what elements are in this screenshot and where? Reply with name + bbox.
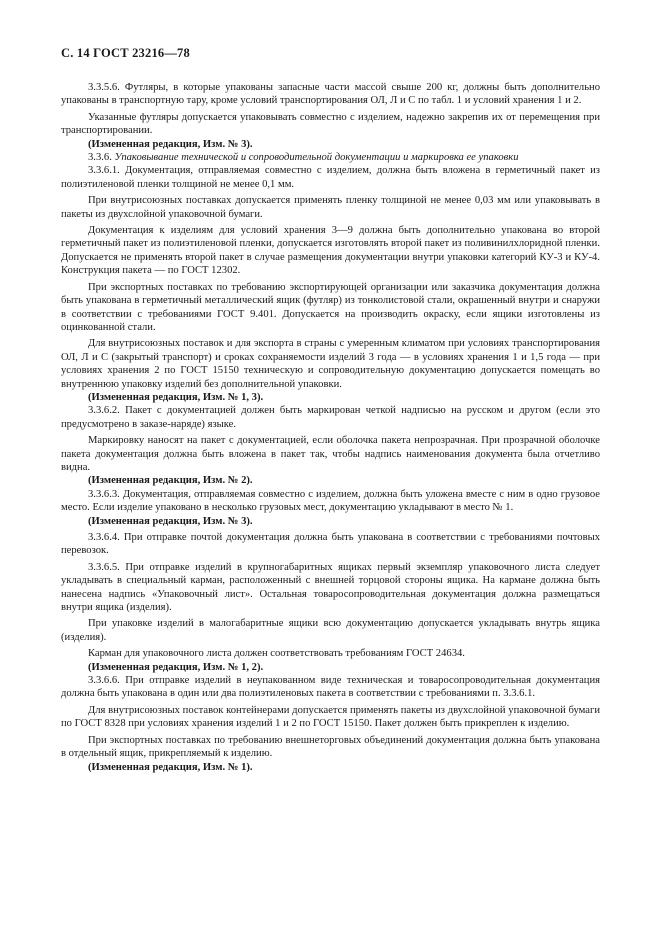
- paragraph: Для внутрисоюзных поставок контейнерами допускается применять пакеты из двухслойной упаковочной бумаги по ГОСТ 8328 при условиях хранения изделий 1 и 2 по ГОСТ 15150. Пакет должен быть прикреплен к изделию.: [61, 704, 600, 730]
- document-body: [61, 81, 600, 774]
- section-heading: [61, 151, 600, 164]
- paragraph: При экспортных поставках по требованию экспортирующей организации или заказчика документация должна быть упакована в герметичный металлический ящик (футляр) из тонколистовой стали, окрашенный внутри и снаружи в соответствии с требованиями ГОСТ 9.401. Допускается на производить окраску, если ящики изготовлены из оцинкованной стали.: [61, 281, 600, 333]
- page-header: С. 14 ГОСТ 23216—78: [61, 46, 190, 60]
- amendment-note: (Измененная редакция, Изм. № 1, 2).: [88, 661, 264, 673]
- paragraph: Указанные футляры допускается упаковывать совместно с изделием, надежно закрепив их от перемещения при транспортировании.: [61, 111, 600, 137]
- paragraph: 3.3.6.2. Пакет с документацией должен быть маркирован четкой надписью на русском и другом (если это предусмотрено в заказе-наряде) языке.: [61, 405, 600, 430]
- section-title: Упаковывание технической и сопроводительной документации и маркировка ее упаковки: [114, 152, 519, 164]
- amendment-note: (Измененная редакция, Изм. № 3).: [88, 515, 253, 527]
- paragraph: 3.3.6.5. При отправке изделий в крупногабаритных ящиках первый экземпляр упаковочного листа следует укладывать в специальный карман, расположенный с внешней торцовой стороны ящика. На кармане должна быть нанесена надпись «Упаковочный лист». Остальная товаросопроводительная документация должна размещаться внутри ящика (изделия).: [61, 561, 600, 614]
- paragraph: Маркировку наносят на пакет с документацией, если оболочка пакета непрозрачная. При прозрачной оболочке пакета документация должна быть вложена в пакет так, чтобы надпись наименования документа была отчетливо видна.: [61, 435, 600, 473]
- paragraph: При экспортных поставках по требованию внешнеторговых объединений документация должна быть упакована в отдельный ящик, прикрепляемый к изделию.: [61, 734, 600, 760]
- paragraph: Документация к изделиям для условий хранения 3—9 должна быть дополнительно упакована во второй герметичный пакет из полиэтиленовой пленки, допускается изготовлять второй пакет из поливинилхлоридной пленки. Допускается не применять второй пакет в случае размещения документации внутри упаковки категорий КУ-3 и КУ-4. Конструкция пакета — по ГОСТ 12302.: [61, 225, 600, 277]
- paragraph: При внутрисоюзных поставках допускается применять пленку толщиной не менее 0,03 мм или упаковывать в пакеты из двухслойной упаковочной бумаги.: [61, 195, 600, 220]
- paragraph: 3.3.6.6. При отправке изделий в неупакованном виде техническая и товаросопроводительная документация должна быть упакована в один или два полиэтиленовых пакета в соответствии с требованиями п. 3.3.6.1.: [61, 675, 600, 700]
- amendment-note: (Измененная редакция, Изм. № 3).: [88, 138, 253, 150]
- amendment-note: (Измененная редакция, Изм. № 1).: [88, 761, 253, 773]
- paragraph: 3.3.6.1. Документация, отправляемая совместно с изделием, должна быть вложена в герметичный пакет из полиэтиленовой пленки толщиной не менее 0,1 мм.: [61, 165, 600, 190]
- paragraph: 3.3.5.6. Футляры, в которые упакованы запасные части массой свыше 200 кг, должны быть дополнительно упакованы в транспортную тару, кроме условий транспортирования ОЛ, Л и С по табл. 1 и условий хранения 1 и 2.: [61, 82, 600, 107]
- paragraph: 3.3.6.4. При отправке почтой документация должна быть упакована в соответствии с требованиями почтовых перевозок.: [61, 532, 600, 557]
- paragraph: Карман для упаковочного листа должен соответствовать требованиям ГОСТ 24634.: [88, 648, 465, 660]
- paragraph: Для внутрисоюзных поставок и для экспорта в страны с умеренным климатом при условиях транспортирования ОЛ, Л и С (закрытый транспорт) и сроках сохраняемости изделий 3 года — в условиях хранения 1 и 1,5 года — при условиях хранения 2 по ГОСТ 15150 техническую и сопроводительную документацию допускается помещать во внутреннюю упаковку изделий без дополнительной упаковки.: [61, 338, 600, 390]
- amendment-note: (Измененная редакция, Изм. № 2).: [88, 475, 253, 487]
- paragraph: 3.3.6.3. Документация, отправляемая совместно с изделием, должна быть уложена вместе с ним в одно грузовое место. Если изделие упаковано в несколько грузовых мест, документацию укладывают в место № 1.: [61, 488, 600, 514]
- paragraph: При упаковке изделий в малогабаритные ящики всю документацию допускается укладывать внутрь ящика (изделия).: [61, 618, 600, 643]
- amendment-note: (Измененная редакция, Изм. № 1, 3).: [88, 391, 264, 403]
- section-number: 3.3.6.: [88, 152, 115, 164]
